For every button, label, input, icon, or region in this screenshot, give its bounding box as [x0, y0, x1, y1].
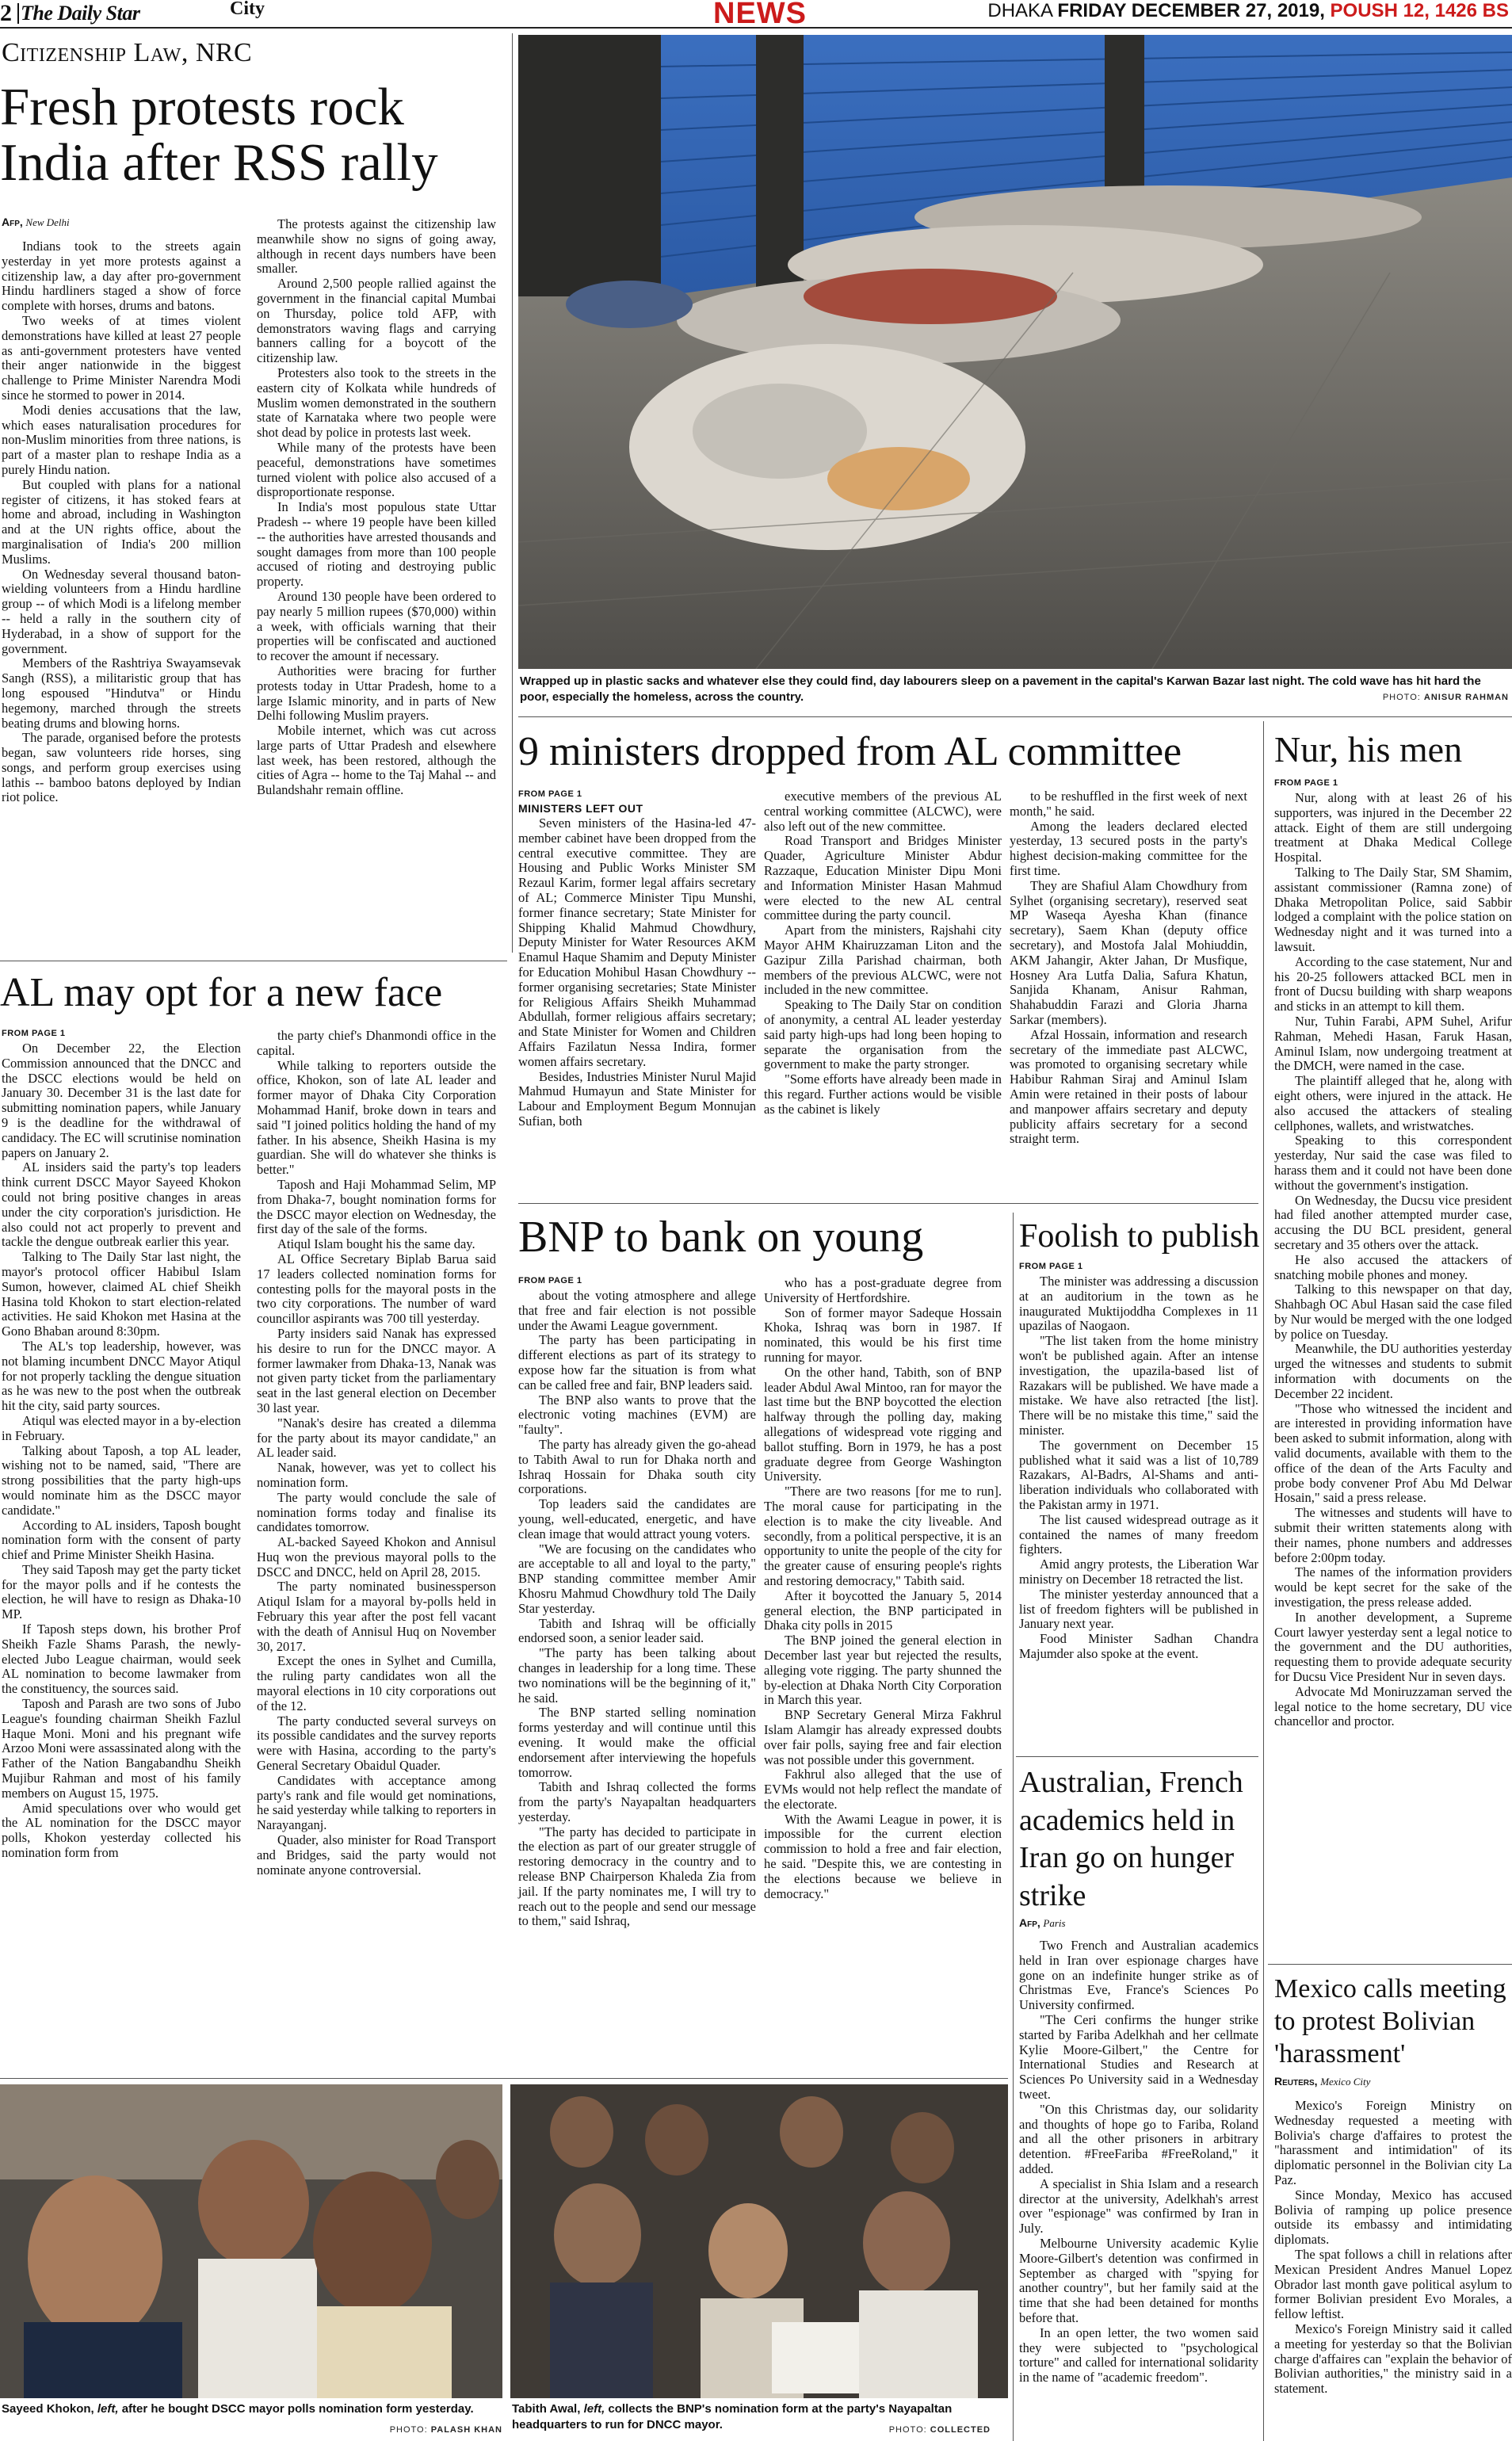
paragraph: They are Shafiul Alam Chowdhury from Sylhet (organising secretary), reserved seat MP Waseqa Ayesha Khan (finance secretary), Saem Khan (deputy office secretary), and Mostofa Jalal Mohiuddin, AKM Jahangir, Akter Jahan, Dr Musfique, Hosney Ara Lutfa Dalia, Safura Khatun, Sanjida Khanam, Anisur Rahman, Shahabuddin Farazi and Gloria Jharna Sarkar (members).: [1010, 877, 1247, 1027]
bnp-body-col2: [764, 1276, 1002, 1901]
paragraph: The government on December 15 published what it said was a list of 10,789 Razakars, Al-Badrs, Al-Shams and anti-liberation individuals who collaborated with the Pakistan army in 1971.: [1019, 1437, 1258, 1512]
ministers-body-col1: [518, 816, 756, 1129]
paragraph: Talking to The Daily Star, SM Shamim, assistant commissioner (Ramna zone) of Dhaka Metropolitan Police, said Sabbir lodged a complaint with the police station on Wednesday night and it was turned into a lawsuit.: [1274, 864, 1512, 954]
paragraph: to be reshuffled in the first week of next month," he said.: [1010, 789, 1247, 819]
al-from-page: FROM PAGE 1: [2, 1029, 66, 1038]
paragraph: On December 22, the Election Commission announced that the DNCC and the DSCC elections would be held on January 30. December 31 is the last date for submitting nomination papers, while January 9 is the deadline for the withdrawal of candidacy. The EC will scrutinise nomination papers on January 2.: [2, 1041, 241, 1160]
byline-place: Mexico City: [1320, 2076, 1371, 2088]
paragraph: The BNP started selling nomination forms yesterday and will continue until this evening. It would make the official endorsement after interviewing the hopefuls tomorrow.: [518, 1705, 756, 1780]
paragraph: "The party has decided to participate in the election as part of our greater struggle of restoring democracy in the country and to release BNP Chairperson Khaleda Zia from jail. If the party nominates me, I will try to reach out to the people and send our message to them," said Ishraq,: [518, 1824, 756, 1929]
nur-headline: Nur, his men: [1274, 729, 1463, 770]
paragraph: The spat follows a chill in relations after Mexican President Andres Manuel Lopez Obrador last month gave political asylum to former Bolivian president Evo Morales, a fellow leftist.: [1274, 2246, 1512, 2322]
bnp-headline: BNP to bank on young: [518, 1213, 924, 1262]
caption-text: collects the BNP's nomination form at the party's Nayapaltan headquarters to run for DNCC mayor.: [512, 2402, 953, 2431]
foolish-headline: Foolish to publish: [1019, 1218, 1260, 1255]
paragraph: Seven ministers of the Hasina-led 47-member cabinet have been dropped from the central executive committee. They are Housing and Public Works Minister SM Rezaul Karim, former legal affairs secretary of AL; Commerce Minister Tipu Munshi, former finance secretary; State Minister for Shipping Khalid Mahmud Chowdhury, Deputy Minister for Water Resources AKM Enamul Haque Shamim and Deputy Minister for Education Mohibul Hasan Chowdhury -- former organising secretaries; State Minister for Religious Affairs Sheikh Muhammad Abdullah, former religious affairs secretary; and State Minister for Women and Children Affairs Fazilatun Nessa Indira, former women affairs secretary.: [518, 816, 756, 1069]
credit-name: COLLECTED: [930, 2425, 991, 2435]
paragraph: He also accused the attackers of snatching mobile phones and money.: [1274, 1251, 1512, 1282]
foolish-from-page: FROM PAGE 1: [1019, 1262, 1083, 1271]
iran-headline: Australian, French academics held in Iran go on hunger strike: [1019, 1766, 1243, 1912]
section-rule: [1016, 1756, 1258, 1757]
ministers-body-col3: [1010, 789, 1247, 1147]
credit-name: PALASH KHAN: [430, 2425, 502, 2435]
foolish-body-col1: [1019, 1274, 1258, 1662]
paragraph: Atiqul was elected mayor in a by-election in February.: [2, 1412, 241, 1443]
paragraph: Among the leaders declared elected yesterday, 13 secured posts in the party's highest decision-making committee for the first time.: [1010, 818, 1247, 878]
paragraph: Advocate Md Moniruzzaman served the legal notice to the home secretary, DU vice chancellor and proctor.: [1274, 1683, 1512, 1729]
caption-name: Sayeed Khokon,: [2, 2402, 94, 2416]
credit-name: ANISUR RAHMAN: [1423, 693, 1509, 702]
paragraph: The party conducted several surveys on its possible candidates and the survey reports were with Hasina, according to the party's General Secretary Obaidul Quader.: [257, 1713, 496, 1774]
paragraph: "The Ceri confirms the hunger strike started by Fariba Adelkhah and her cellmate Kylie Moore-Gilbert," the Centre for International Studies and Research at Sciences Po University said in a Wednesday tweet.: [1019, 2011, 1258, 2102]
paragraph: But coupled with plans for a national register of citizens, it has stoked fears at home and abroad, including in Washington and at the UN rights office, about the marginalisation of India's 200 million Muslims.: [2, 476, 241, 567]
paragraph: AL-backed Sayeed Khokon and Annisul Huq won the previous mayoral polls to the DSCC and DNCC, held on April 28, 2015.: [257, 1534, 496, 1580]
paragraph: The plaintiff alleged that he, along with eight others, were injured in the attack. He also accused the attackers of stealing cellphones, wallets, and wristwatches.: [1274, 1073, 1512, 1133]
caption-name: Tabith Awal,: [512, 2402, 581, 2416]
paragraph: Authorities were bracing for further protests today in Uttar Pradesh, home to a large Islamic minority, and in parts of New Delhi following Muslim prayers.: [257, 663, 496, 724]
paragraph: With the Awami League in power, it is impossible for the current election commission to hold a free and fair election, he said. "Despite this, we are contesting in the elections because we believe in democracy.": [764, 1811, 1002, 1901]
paragraph: According to AL insiders, Taposh bought nomination form with the consent of party chief and Prime Minister Sheikh Hasina.: [2, 1517, 241, 1563]
paragraph: who has a post-graduate degree from University of Hertfordshire.: [764, 1275, 1002, 1305]
credit-label: PHOTO:: [389, 2425, 428, 2435]
paragraph: Fakhrul also alleged that the use of EVMs would not help reflect the mandate of the electorate.: [764, 1767, 1002, 1812]
column-rule: [512, 33, 513, 953]
paragraph: AL Office Secretary Biplab Barua said 17 leaders collected nomination forms for contesting polls for the mayoral posts in the two city corporations. The number of ward councillor aspirants was 700 till yesterday.: [257, 1251, 496, 1327]
main-photo-image: [518, 35, 1512, 669]
section-label-news: NEWS: [713, 0, 807, 30]
caption-position: left,: [583, 2402, 605, 2416]
credit-label: PHOTO:: [1382, 693, 1421, 702]
paragraph: Melbourne University academic Kylie Moore-Gilbert's detention was confirmed in September as charged with "spying for another country", but her family said at the time that she had been detained for months before that.: [1019, 2235, 1258, 2325]
paragraph: Members of the Rashtriya Swayamsevak Sangh (RSS), a militaristic group that has long espoused "Hindutva" or Hindu hegemony, marched through the streets beating drums and blowing horns.: [2, 655, 241, 731]
khokon-photo-caption: [2, 2401, 502, 2417]
paragraph: "We are focusing on the candidates who are acceptable to all and loyal to the party," BNP standing committee member Amir Khosru Mahmud Chowdhury told The Daily Star yesterday.: [518, 1541, 756, 1616]
paragraph: Party insiders said Nanak has expressed his desire to run for the DNCC mayor. A former lawmaker from Dhaka-13, Nanak was not given party ticket from the parliamentary seat in the last general election on December 30 last year.: [257, 1325, 496, 1415]
iran-byline: [1019, 1916, 1066, 1930]
section-rule: [1268, 1964, 1512, 1965]
column-rule: [1013, 1213, 1014, 2441]
ministers-from-page: FROM PAGE 1: [518, 789, 582, 799]
paragraph: Meanwhile, the DU authorities yesterday urged the witnesses and students to submit information with documents on the December 22 incident.: [1274, 1341, 1512, 1401]
paragraph: Nur, Tuhin Farabi, APM Suhel, Arifur Rahman, Mehedi Hasan, Faruk Hasan, Aminul Islam, now undergoing treatment at the DMCH, were named in the case.: [1274, 1013, 1512, 1074]
byline-place: New Delhi: [25, 216, 70, 228]
paragraph: "The party has been talking about changes in leadership for a long time. These two nominations will be the beginning of it," he said.: [518, 1645, 756, 1706]
paragraph: Quader, also minister for Road Transport and Bridges, said the party would not nominate anyone controversial.: [257, 1832, 496, 1878]
khokon-photo: [0, 2084, 502, 2398]
paragraph: The names of the information providers would be kept secret for the sake of the investigation, the press release added.: [1274, 1564, 1512, 1610]
paragraph: If Taposh steps down, his brother Prof Sheikh Fazle Shams Parash, the newly-elected Jubo League chairman, would seek AL nomination to become lawmaker from the constituency, the sources said.: [2, 1622, 241, 1697]
iran-body-col1: [1019, 1939, 1258, 2386]
section-label-city: City: [230, 0, 265, 19]
paragraph: The AL's top leadership, however, was not blaming incumbent DNCC Mayor Atiqul for not properly tackling the dengue situation as he was new to the post when the outbreak hit the city, said party sources.: [2, 1338, 241, 1414]
paragraph: The protests against the citizenship law meanwhile show no signs of going away, although in recent days numbers have been smaller.: [257, 216, 496, 277]
paragraph: Tabith and Ishraq will be officially endorsed soon, a senior leader said.: [518, 1615, 756, 1646]
paragraph: Mexico's Foreign Ministry said it called a meeting for yesterday so that the Bolivian charge d'affaires can "explain the behavior of Bolivian authorities," the ministry said in a statement.: [1274, 2321, 1512, 2397]
section-rule: [518, 1203, 1258, 1204]
khokon-photo-credit: [262, 2425, 502, 2435]
paragraph: BNP Secretary General Mirza Fakhrul Islam Alamgir has already expressed doubts over fair polls, saying free and fair election was not possible under this government.: [764, 1707, 1002, 1767]
byline-place: Paris: [1043, 1917, 1066, 1929]
paragraph: Nur, along with at least 26 of his supporters, was injured in the December 22 attack. Eight of them are still undergoing treatment at Dhaka Medical College Hospital.: [1274, 790, 1512, 865]
paragraph: Nanak, however, was yet to collect his nomination form.: [257, 1460, 496, 1490]
masthead-logo: The Daily Star: [21, 2, 140, 25]
paragraph: The minister was addressing a discussion at an auditorium in the town as he inaugurated Muktijoddha Complexes in 11 upazilas of Naogaon.: [1019, 1274, 1258, 1334]
paragraph: Amid speculations over who would get the AL nomination for the DSCC mayor polls, Khokon yesterday collected his nomination form from: [2, 1800, 241, 1861]
ministers-subhead: MINISTERS LEFT OUT: [518, 802, 643, 815]
main-photo-caption: Wrapped up in plastic sacks and whatever else they could find, day labourers sleep on a pavement in the capital's Karwan Bazar last night. The cold wave has hit hard the poor, especially the homeless, across the country.: [520, 674, 1481, 704]
paragraph: Atiqul Islam bought his the same day.: [277, 1236, 475, 1252]
paragraph: Two French and Australian academics held in Iran over espionage charges have gone on an indefinite hunger strike as of Christmas Eve, France's Sciences Po University confirmed.: [1019, 1938, 1258, 2013]
section-rule: [518, 716, 1512, 717]
al-body-col2: [257, 1029, 496, 1878]
tabith-photo-image: [510, 2084, 1008, 2398]
paragraph: Son of former mayor Sadeque Hossain Khoka, Ishraq was born in 1987. If nominated, this would be his first time running for mayor.: [764, 1305, 1002, 1365]
nur-body-col1: [1274, 791, 1512, 1729]
paragraph: The witnesses and students will have to submit their written statements along with their names, phone numbers and addresses before 2:00pm today.: [1274, 1505, 1512, 1565]
paragraph: "Nanak's desire has created a dilemma for the party about its mayor candidate," an AL leader said.: [257, 1415, 496, 1461]
byline-agency: Afp,: [2, 216, 23, 228]
paragraph: AL insiders said the party's top leaders think current DSCC Mayor Sayeed Khokon could not bring positive changes in areas under the city corporation's jurisdiction. He also could not act properly to prevent and tackle the dengue outbreak earlier this year.: [2, 1159, 241, 1250]
paragraph: Speaking to this correspondent yesterday, Nur said the case was filed to harass them and it could not have been done without the government's instigation.: [1274, 1133, 1512, 1193]
paragraph: Since Monday, Mexico has accused Bolivia of ramping up police presence outside its embassy and intimidating diplomats.: [1274, 2187, 1512, 2248]
byline-agency: Reuters,: [1274, 2075, 1318, 2088]
paragraph: Apart from the ministers, Rajshahi city Mayor AHM Khairuzzaman Liton and the Gazipur Zilla Parishad chairman, both members of the previous ALCWC, were not included in the new committee.: [764, 923, 1002, 998]
paragraph: Modi denies accusations that the law, which eases naturalisation procedures for non-Muslim minorities from three nations, is part of a master plan to reshape India as a purely Hindu nation.: [2, 402, 241, 477]
paragraph: The party would conclude the sale of nomination forms today and finalise its candidates tomorrow.: [257, 1489, 496, 1535]
paragraph: They said Taposh may get the party ticket for the mayor polls and if he contests the election, he will have to resign as Dhaka-10 MP.: [2, 1561, 241, 1622]
india-byline: [2, 216, 70, 229]
paragraph: The party has already given the go-ahead to Tabith Awal to run for Dhaka north and Ishraq Hossain for Dhaka south city corporations.: [518, 1436, 756, 1497]
header-divider: [17, 3, 19, 24]
paragraph: "The list taken from the home ministry won't be published again. After an intense investigation, the upazila-based list of Razakars will be published. We have made a mistake. We have also retracted [the list]. There will be no mistake this time," said the minister.: [1019, 1333, 1258, 1438]
paragraph: Amid angry protests, the Liberation War ministry on December 18 retracted the list.: [1019, 1557, 1258, 1587]
paragraph: Mexico's Foreign Ministry on Wednesday requested a meeting with Bolivia's charge d'affaires to protest the "harassment and intimidation" of its diplomatic personnel in the Bolivian city La Paz.: [1274, 2098, 1512, 2187]
paragraph: The BNP joined the general election in December last year but rejected the results, alleging vote rigging. The party shunned the by-election at Dhaka North City Corporation in March this year.: [764, 1633, 1002, 1708]
nur-from-page: FROM PAGE 1: [1274, 778, 1338, 788]
caption-position: left,: [97, 2402, 119, 2416]
paragraph: Candidates with acceptance among party's rank and file would get nominations, he said yesterday while talking to reporters in Narayanganj.: [257, 1772, 496, 1833]
paragraph: The list caused widespread outrage as it contained the names of many freedom fighters.: [1019, 1511, 1258, 1557]
paragraph: Talking to The Daily Star last night, the mayor's protocol officer Habibul Islam Sumon, however, claimed AL chief Sheikh Hasina told Khokon to start election-related activities. He said Khokon met Hasina at the Gono Bhaban around 8:30pm.: [2, 1249, 241, 1339]
paragraph: The minister yesterday announced that a list of freedom fighters will be published in January next year.: [1019, 1586, 1258, 1632]
paragraph: While many of the protests have been peaceful, demonstrations have sometimes turned violent with police also accused of a disproportionate response.: [257, 439, 496, 500]
page-number: 2: [0, 0, 12, 26]
paragraph: In an open letter, the two women said they were subjected to "psychological torture" and called for international solidarity in the name of "academic freedom".: [1019, 2324, 1258, 2386]
credit-label: PHOTO:: [888, 2425, 927, 2435]
tabith-photo-credit: [792, 2425, 991, 2435]
paragraph: Talking about Taposh, a top AL leader, wishing not to be named, said, "There are strong possibilities that the party high-ups would nominate him as the DSCC mayor candidate.": [2, 1442, 241, 1518]
paragraph: The party nominated businessperson Atiqul Islam for a mayoral by-polls held in February this year after the post fell vacant with the death of Annisul Huq on November 30, 2017.: [257, 1579, 496, 1654]
ministers-headline: 9 ministers dropped from AL committee: [518, 729, 1182, 774]
paragraph: On Wednesday several thousand baton-wielding volunteers from a Hindu hardline group -- of which Modi is a lifelong member -- held a rally in the southern city of Hyderabad, in a show of support for the government.: [2, 566, 241, 656]
paragraph: "Those who witnessed the incident and are interested in providing information have been asked to submit information, along with valid documents, available with them to the office of the dean of the Arts Faculty and probe body convener Prof Abu Md Delwar Hosain," said a press release.: [1274, 1400, 1512, 1506]
paragraph: Protesters also took to the streets in the eastern city of Kolkata while hundreds of Muslim women demonstrated in the southern state of Karnataka where two people were shot dead by police in protests last week.: [257, 365, 496, 441]
main-photo: [518, 35, 1512, 669]
paragraph: While talking to reporters outside the office, Khokon, son of late AL leader and former mayor of Dhaka City Corporation Mohammad Hanif, broke down in tears and said "I joined politics holding the hand of my father. In his absence, Sheikh Hasina is my guardian. She will do whatever she thinks is better.": [257, 1057, 496, 1178]
paragraph: Top leaders said the candidates are young, well-educated, energetic, and have clean image that would attract young voters.: [518, 1496, 756, 1541]
paragraph: Besides, Industries Minister Nurul Majid Mahmud Humayun and State Minister for Labour and Employment Begum Monnujan Sufian, both: [518, 1068, 756, 1129]
paragraph: The party has been participating in different elections as part of its strategy to expose how far the situation is from what can be called free and fair, BNP leaders said.: [518, 1332, 756, 1392]
paragraph: Except the ones in Sylhet and Cumilla, the ruling party candidates won all the mayoral elections in 10 city corporations out of the 12.: [257, 1653, 496, 1713]
tabith-photo: [510, 2084, 1008, 2398]
paragraph: After it boycotted the January 5, 2014 general election, the BNP participated in Dhaka city polls in 2015: [764, 1587, 1002, 1633]
main-photo-credit: [1268, 693, 1509, 702]
caption-text: after he bought DSCC mayor polls nomination form yesterday.: [121, 2402, 474, 2416]
dateline-date: FRIDAY DECEMBER 27, 2019,: [1057, 0, 1325, 21]
mexico-headline: Mexico calls meeting to protest Bolivian 'harassment': [1274, 1974, 1506, 2069]
paragraph: Afzal Hossain, information and research secretary of the immediate past ALCWC, was promoted to organising secretary while Habibur Rahman Siraj and Aminul Islam Amin were retained in their posts of labour and manpower affairs secretary and deputy publicity affairs secretary for a second straight term.: [1010, 1026, 1247, 1147]
paragraph: the party chief's Dhanmondi office in the capital.: [257, 1028, 496, 1058]
india-body-col2: [257, 217, 496, 798]
paragraph: In India's most populous state Uttar Pradesh -- where 19 people have been killed -- the authorities have arrested thousands and sought damages from more than 100 people accused of rioting and destroying public property.: [257, 499, 496, 590]
paragraph: On Wednesday, the Ducsu vice president had filed another attempted murder case, accusing the DU BCL president, general secretary and 35 others over the attack.: [1274, 1192, 1512, 1252]
paragraph: Road Transport and Bridges Minister Quader, Agriculture Minister Abdur Razzaque, Education Minister Dipu Moni and Information Minister Hasan Mahmud were elected to the new AL central committee during the party council.: [764, 833, 1002, 923]
paragraph: executive members of the previous AL central working committee (ALCWC), were also left out of the new committee.: [764, 789, 1002, 834]
paragraph: Taposh and Parash are two sons of Jubo League's founding chairman Sheikh Fazlul Haque Moni. Moni and his pregnant wife Arzoo Moni were assassinated along with the Father of the Nation Bangabandhu Sheikh Mujibur Rahman and most of his family members on August 15, 1975.: [2, 1696, 241, 1801]
paragraph: The parade, organised before the protests began, saw volunteers ride horses, sing songs, and perform group exercises using lathis -- bamboo batons deployed by Indian riot police.: [2, 730, 241, 805]
bnp-from-page: FROM PAGE 1: [518, 1276, 582, 1285]
paragraph: Around 130 people have been ordered to pay nearly 5 million rupees ($70,000) within a week, with officials warning that their properties will be confiscated and auctioned to recover the amount if necessary.: [257, 588, 496, 664]
paragraph: Speaking to The Daily Star on condition of anonymity, a central AL leader yesterday said party high-ups had long been hoping to separate the organisation from the government to make the party stronger.: [764, 997, 1002, 1072]
khokon-photo-image: [0, 2084, 502, 2398]
section-rule: [0, 2078, 1008, 2079]
paragraph: "Some efforts have already been made in this regard. Further actions would be visible as the cabinet is likely: [764, 1072, 1002, 1117]
dateline-city: DHAKA: [987, 0, 1052, 21]
india-kicker: Citizenship Law, NRC: [2, 38, 253, 67]
paragraph: Around 2,500 people rallied against the government in the financial capital Mumbai on Thursday, police told AFP, with demonstrators waving flags and carrying banners calling for a boycott of the citizenship law.: [257, 276, 496, 366]
paragraph: Tabith and Ishraq collected the forms from the party's Nayapaltan headquarters yesterday.: [518, 1779, 756, 1824]
al-body-col1: [2, 1041, 241, 1861]
column-rule: [1263, 721, 1264, 2441]
paragraph: The BNP also wants to prove that the electronic voting machines (EVM) are "faulty".: [518, 1392, 756, 1438]
paragraph: "There are two reasons [for me to run]. The moral cause for participating in the election is to make the city liveable. And secondly, from a political perspective, it is an opportunity to unite the people of the city for the greater cause of ensuring people's rights and restoring democracy," Tabith said.: [764, 1484, 1002, 1588]
paragraph: Mobile internet, which was cut across large parts of Uttar Pradesh and elsewhere last week, has been restored, although the cities of Agra -- home to the Taj Mahal -- and Bulandshahr remain offline.: [257, 723, 496, 798]
paragraph: Food Minister Sadhan Chandra Majumder also spoke at the event.: [1019, 1631, 1258, 1661]
dateline-bangla: POUSH 12, 1426 BS: [1330, 0, 1509, 21]
mexico-body-col1: [1274, 2099, 1512, 2397]
paragraph: In another development, a Supreme Court lawyer yesterday sent a legal notice to the government and the DU authorities, requesting them to provide adequate security for Ducsu Vice President Nur in seven days.: [1274, 1609, 1512, 1685]
paragraph: "On this Christmas day, our solidarity and thoughts of hope go to Fariba, Roland and all the other prisoners in arbitrary detention. #FreeFariba #FreeRoland," it added.: [1019, 2101, 1258, 2176]
dateline: [987, 0, 1509, 22]
paragraph: Indians took to the streets again yesterday in yet more protests against a citizenship law, a day after pro-government Hindu hardliners staged a show of force complete with horses, drums and batons.: [2, 239, 241, 314]
bnp-body-col1: [518, 1289, 756, 1929]
india-headline: Fresh protests rock India after RSS rally: [0, 78, 438, 193]
byline-agency: Afp,: [1019, 1916, 1040, 1929]
india-body-col1: [2, 239, 241, 805]
paragraph: A specialist in Shia Islam and a research director at the university, Adelkhah's arrest over "espionage" was confirmed by Iran in July.: [1019, 2176, 1258, 2237]
ministers-body-col2: [764, 789, 1002, 1117]
paragraph: According to the case statement, Nur and his 20-25 followers attacked BCL men in front of Ducsu building with sharp weapons and sticks in an attempt to kill them.: [1274, 953, 1512, 1014]
al-headline: AL may opt for a new face: [0, 970, 443, 1015]
paragraph: Two weeks of at times violent demonstrations have killed at least 27 people as anti-government protesters have vented their anger nationwide in the biggest challenge to Prime Minister Narendra Modi since he stormed to power in 2014.: [2, 312, 241, 403]
paragraph: Talking to this newspaper on that day, Shahbagh OC Abul Hasan said the case filed by Nur would be merged with the one lodged by police on Tuesday.: [1274, 1282, 1512, 1342]
paragraph: about the voting atmosphere and allege that free and fair election is not possible under the Awami League government.: [518, 1288, 756, 1333]
paragraph: On the other hand, Tabith, son of BNP leader Abdul Awal Mintoo, ran for mayor the last time but the BNP boycotted the election halfway through the polling day, making allegations of widespread vote rigging and ballot stuffing. Born in 1979, he has a post graduate degree from George Washington University.: [764, 1364, 1002, 1484]
mexico-byline: [1274, 2075, 1370, 2088]
paragraph: Taposh and Haji Mohammad Selim, MP from Dhaka-7, bought nomination forms for the DSCC mayor election on Wednesday, the first day of the sale of the forms.: [257, 1176, 496, 1237]
